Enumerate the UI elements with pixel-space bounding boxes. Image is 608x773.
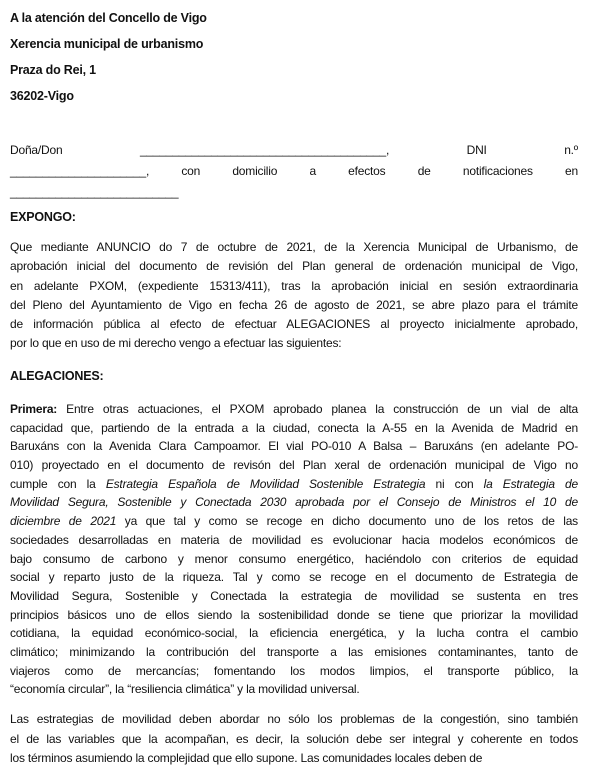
text-segment: aprobación inicial del documento de revisión del Plan general de ordenación municipal de Vigo, (10, 259, 578, 274)
text-segment: _____________________, con domicilio a efectos de notificaciones en (10, 164, 578, 178)
italic-text: diciembre de 2021 (10, 514, 117, 529)
text-line (10, 730, 578, 750)
text-segment: del Pleno del Ayuntamiento de Vigo en fecha 26 de agosto de 2021, se abre plazo para el trámite (10, 297, 578, 312)
text-line (10, 334, 578, 353)
text-segment: 010) proyectado en el documento de revisón del Plan xeral de ordenación municipal de Vigo no (10, 458, 578, 473)
text-line (10, 257, 578, 276)
text-line (10, 277, 578, 296)
text-segment: Entre otras actuaciones, el PXOM aprobado planea la construcción de un vial de alta (57, 402, 578, 416)
text-segment: viajeros como de mercancías; fomentando los modos limpios, el transporte público, la (10, 663, 578, 678)
text-segment: ni con (425, 476, 484, 491)
estrategias-paragraph (10, 710, 578, 769)
text-segment: cumple con la (10, 476, 106, 491)
text-segment: el de las variables que la acompañan, es decir, la solución debe ser integral y coherente en todos (10, 731, 578, 746)
text-line (10, 606, 578, 625)
text-segment: social y reparto justo de la riqueza. Tal y como se recoge en el documento de Estrategia de (10, 570, 578, 585)
text-segment: Las estrategias de movilidad deben abordar no sólo los problemas de la congestión, sino también (10, 712, 578, 726)
primera-paragraph (10, 400, 578, 699)
text-line (10, 456, 578, 475)
text-segment: __________________________ (10, 185, 179, 199)
recipient-line-4: 36202-Vigo (10, 89, 74, 103)
text-segment: Movilidad Segura, Sostenible y Conectada la estrategia de movilidad se sustenta en tres (10, 588, 578, 603)
text-line (10, 749, 578, 769)
text-line (10, 437, 578, 456)
text-line (10, 512, 578, 531)
identification-paragraph (10, 140, 578, 203)
text-line (10, 161, 578, 182)
expongo-heading: EXPONGO: (10, 210, 76, 224)
text-segment: Baruxáns con la Avenida Clara Campoamor. El vial PO-010 A Balsa – Baruxáns (en adelante PO- (10, 439, 578, 454)
italic-text: Estrategia Española de Movilidad Sostenible Estrategia (105, 476, 426, 491)
text-segment: sociedades desarrolladas en materia de movilidad es evolucionar hacia modelos económicos de (10, 532, 578, 547)
text-segment: “economía circular”, la “resiliencia climática” y la movilidad universal. (10, 682, 360, 697)
text-line (10, 400, 578, 419)
text-line (10, 587, 578, 606)
text-segment: bajo consumo de carbono y menor consumo energético, haciéndolo con criterios de equidad (10, 551, 578, 566)
text-segment: cotidiana, la equidad económico-social, la eficiencia energética, y la lucha contra el cambio (10, 626, 578, 641)
bold-text: Primera: (10, 402, 58, 416)
text-line (10, 662, 578, 681)
text-line (10, 315, 578, 334)
text-line (10, 568, 578, 587)
text-segment: los términos asumiendo la complejidad que ello supone. Las comunidades locales deben de (10, 751, 483, 766)
recipient-line-3: Praza do Rei, 1 (10, 63, 96, 77)
text-segment: Que mediante ANUNCIO do 7 de octubre de 2021, de la Xerencia Municipal de Urbanismo, de (10, 240, 578, 254)
text-line (10, 710, 578, 730)
text-line (10, 531, 578, 550)
text-segment: climático; minimizando la contribución del transporte a las emisiones contaminantes, tanto de (10, 644, 578, 659)
text-line (10, 182, 578, 203)
text-line (10, 140, 578, 161)
italic-text: Movilidad Segura, Sostenible y Conectada 2030 aprobada por el Consejo de Ministros el 10 de (10, 495, 578, 510)
alegaciones-heading: ALEGACIONES: (10, 369, 104, 383)
text-segment: en adelante PXOM, (expediente 15313/411), tras la aprobación inicial en sesión extraordinaria (10, 278, 578, 293)
text-line (10, 624, 578, 643)
text-segment: capacidad que, partiendo de la entrada a la ciudad, conecta la A-55 en la Avenida de Madrid en (10, 420, 578, 435)
recipient-line-1: A la atención del Concello de Vigo (10, 11, 207, 25)
text-line (10, 643, 578, 662)
text-line (10, 296, 578, 315)
text-line (10, 238, 578, 257)
text-line (10, 550, 578, 569)
text-segment: por lo que en uso de mi derecho vengo a efectuar las siguientes: (10, 336, 342, 351)
text-segment: principios básicos uno de ellos siendo la sostenibilidad donde se tiene que priorizar la movilidad (10, 607, 578, 622)
expongo-paragraph (10, 238, 578, 354)
text-line (10, 680, 578, 699)
text-segment: Doña/Don ______________________________________, DNI n.º (10, 143, 578, 157)
text-line (10, 475, 578, 494)
recipient-line-2: Xerencia municipal de urbanismo (10, 37, 204, 51)
text-segment: ya que tal y como se recoge en dicho documento uno de los retos de las (116, 514, 578, 529)
text-segment: de información pública al efecto de efectuar ALEGACIONES al proyecto inicialmente aprobado, (10, 317, 578, 332)
text-line (10, 493, 578, 512)
text-line (10, 419, 578, 438)
italic-text: la Estrategia de (483, 476, 578, 491)
